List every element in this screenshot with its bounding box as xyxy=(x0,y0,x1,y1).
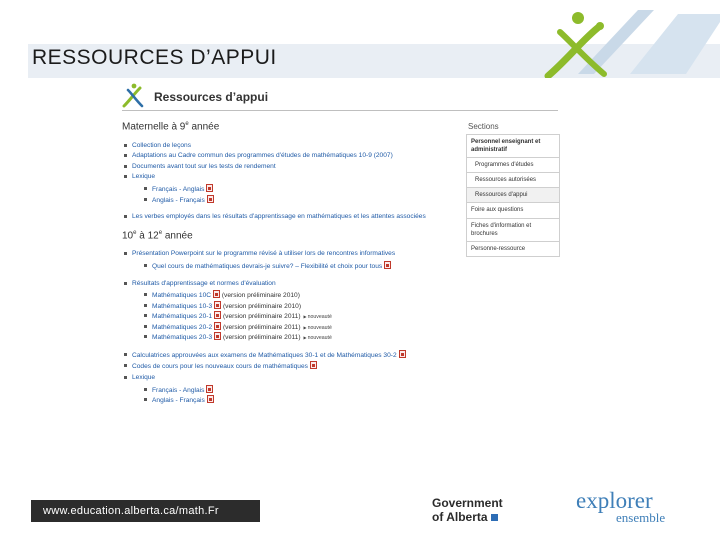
heading-text: année xyxy=(188,121,220,133)
link-documents-tests[interactable]: Documents avant tout sur les tests de rendement xyxy=(122,162,456,172)
link-francais-anglais[interactable] xyxy=(132,184,456,195)
link-text[interactable]: Quel cours de mathématiques devrais-je suivre? – Flexibilité et choix pour tous xyxy=(152,263,383,271)
list-label: Lexique xyxy=(132,373,156,381)
link-math-10-3[interactable] xyxy=(132,301,456,312)
pdf-icon xyxy=(214,332,221,340)
link-calculatrices[interactable] xyxy=(122,350,456,361)
heading-text: 10 xyxy=(122,229,134,241)
heading-text: année xyxy=(162,229,193,241)
main-content xyxy=(122,118,456,409)
slide-title: RESSOURCES D’APPUI xyxy=(32,46,277,69)
x-small-logo-icon xyxy=(122,82,148,108)
new-badge: ▶ nouveauté xyxy=(304,325,332,331)
web-screenshot xyxy=(116,78,562,502)
sublist-lexique-2 xyxy=(132,385,456,406)
link-text[interactable]: Calculatrices approuvées aux examens de Mathématiques 30-1 et de Mathématiques 30-2 xyxy=(132,351,397,359)
link-text[interactable]: Codes de cours pour les nouveaux cours de mathématiques xyxy=(132,363,308,371)
list-1012 xyxy=(122,249,456,405)
sublist-presentation xyxy=(132,261,456,272)
link-text[interactable]: Mathématiques 20-3 xyxy=(152,334,213,342)
gov-alberta-logo xyxy=(432,496,503,524)
link-verbes[interactable]: Les verbes employés dans les résultats d'apprentissage en mathématiques et les attentes associées xyxy=(122,212,456,222)
heading-text: Maternelle à 9 xyxy=(122,121,186,133)
link-text[interactable]: Mathématiques 10-3 xyxy=(152,302,213,310)
x-logo-icon xyxy=(538,4,720,80)
ppt-icon xyxy=(384,261,391,269)
link-text[interactable]: Mathématiques 10C xyxy=(152,292,212,300)
pdf-icon xyxy=(206,184,213,192)
list-label: Lexique xyxy=(132,173,156,181)
link-math-20-1[interactable] xyxy=(132,311,456,322)
sublist-resultats xyxy=(132,290,456,343)
sidebar-item-personne-ressource[interactable]: Personne-ressource xyxy=(466,242,560,257)
square-icon xyxy=(491,514,498,521)
version-text: (version préliminaire 2010) xyxy=(222,302,302,310)
link-text[interactable]: Mathématiques 20-1 xyxy=(152,313,213,321)
link-text[interactable]: Mathématiques 20-2 xyxy=(152,323,213,331)
link-adaptations[interactable]: Adaptations au Cadre commun des programmes d'études de mathématiques 10-9 (2007) xyxy=(122,151,456,161)
pdf-icon xyxy=(214,301,221,309)
list-item-lexique xyxy=(122,172,456,205)
link-collection-lecons[interactable]: Collection de leçons xyxy=(122,141,456,151)
sidebar-item-ressources-autorisees[interactable]: Ressources autorisées xyxy=(466,173,560,188)
sidebar-item-foire[interactable]: Foire aux questions xyxy=(466,203,560,218)
url-banner: www.education.alberta.ca/math.Fr xyxy=(31,500,260,522)
sidebar-sections xyxy=(466,122,560,257)
pdf-icon xyxy=(207,395,214,403)
explorer-word: explorer xyxy=(576,488,653,513)
gov-line-2-wrap xyxy=(432,510,503,524)
web-page-title: Ressources d’appui xyxy=(154,90,269,104)
list-k9 xyxy=(122,141,456,222)
version-text: (version préliminaire 2011) xyxy=(222,323,301,331)
sublist-lexique xyxy=(132,184,456,205)
pdf-icon xyxy=(310,361,317,369)
new-badge: ▶ nouveauté xyxy=(304,314,332,320)
new-badge: ▶ nouveauté xyxy=(304,335,332,341)
gov-line-1: Government xyxy=(432,496,503,510)
heading-sup: e xyxy=(185,121,189,127)
heading-text: à 12 xyxy=(136,229,159,241)
link-text[interactable]: Anglais - Français xyxy=(152,196,205,204)
list-item-presentation xyxy=(122,249,456,271)
list-label: Présentation Powerpoint sur le programme révisé à utiliser lors de rencontres informatives xyxy=(132,250,396,258)
pdf-icon xyxy=(213,290,220,298)
link-text[interactable]: Français - Anglais xyxy=(152,186,205,194)
heading-sup: e xyxy=(133,229,137,236)
link-math-20-3[interactable] xyxy=(132,332,456,343)
list-item-resultats xyxy=(122,279,456,343)
divider xyxy=(122,110,558,111)
link-text[interactable]: Français - Anglais xyxy=(152,386,205,394)
heading-sup: e xyxy=(158,229,163,236)
gov-line-2: of Alberta xyxy=(432,510,488,524)
link-math-20-2[interactable] xyxy=(132,322,456,333)
pdf-icon xyxy=(207,195,214,203)
version-text: (version préliminaire 2010) xyxy=(221,292,300,300)
list-label: Résultats d'apprentissage et normes d'évaluation xyxy=(132,279,276,287)
sidebar-item-fiches[interactable]: Fiches d'information et brochures xyxy=(466,219,560,242)
link-math-10c[interactable] xyxy=(132,290,456,301)
sidebar-item-programmes[interactable]: Programmes d'études xyxy=(466,158,560,173)
pdf-icon xyxy=(399,350,406,358)
version-text: (version préliminaire 2011) xyxy=(222,334,301,342)
sidebar-heading: Sections xyxy=(468,122,499,131)
version-text: (version préliminaire 2011) xyxy=(222,313,301,321)
list-item-lexique-2 xyxy=(122,373,456,406)
explorer-ensemble-logo xyxy=(576,488,686,528)
link-francais-anglais-2[interactable] xyxy=(132,385,456,396)
link-anglais-francais[interactable] xyxy=(132,195,456,206)
link-codes-cours[interactable] xyxy=(122,361,456,372)
pdf-icon xyxy=(214,322,221,330)
section-heading-1012 xyxy=(122,229,456,244)
web-header xyxy=(122,82,558,108)
slide-header xyxy=(0,0,720,78)
sidebar-item-personnel[interactable]: Personnel enseignant et administratif xyxy=(466,134,560,158)
pdf-icon xyxy=(206,385,213,393)
link-anglais-francais-2[interactable] xyxy=(132,395,456,406)
sidebar-item-ressources-appui[interactable]: Ressources d'appui xyxy=(466,188,560,203)
ensemble-word: ensemble xyxy=(616,510,666,525)
pdf-icon xyxy=(214,311,221,319)
link-text[interactable]: Anglais - Français xyxy=(152,397,205,405)
section-heading-k9 xyxy=(122,120,456,135)
link-quel-cours[interactable] xyxy=(132,261,456,272)
